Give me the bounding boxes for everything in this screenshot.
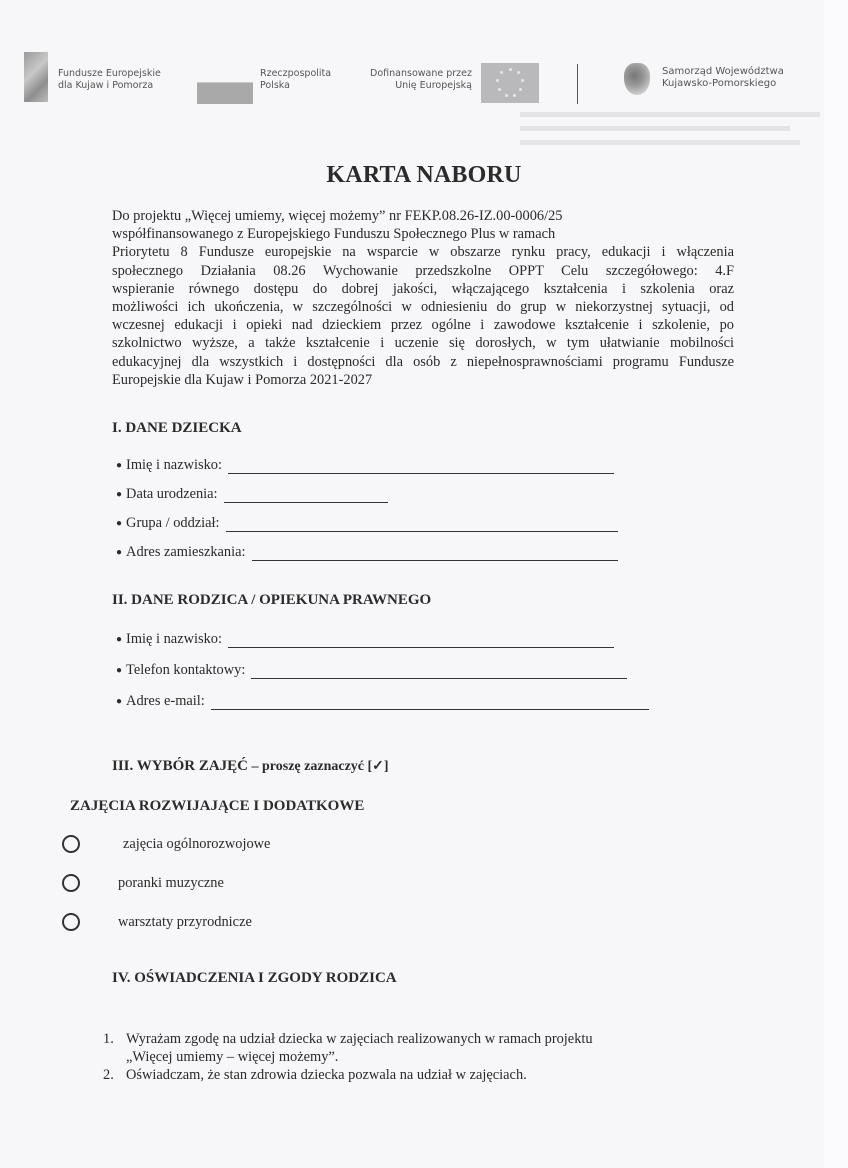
child-birthdate-field bbox=[116, 486, 388, 503]
region-crest-icon bbox=[624, 63, 650, 95]
child-address-input[interactable] bbox=[252, 544, 618, 561]
parent-email-field bbox=[116, 693, 649, 710]
logo-bar bbox=[0, 0, 848, 120]
field-label: Grupa / oddział: bbox=[126, 515, 220, 531]
intro-line: szkolnictwo wyższe, a także kształcenie i uczenie się dorosłych, w tym ułatwianie mobilności bbox=[112, 335, 734, 352]
section-parent-heading: II. DANE RODZICA / OPIEKUNA PRAWNEGO bbox=[112, 592, 432, 608]
field-label: Adres e-mail: bbox=[126, 693, 205, 709]
field-label: Imię i nazwisko: bbox=[126, 457, 222, 473]
logo-eu-text bbox=[348, 68, 472, 92]
radio-circle-icon[interactable] bbox=[62, 835, 80, 853]
bullet-icon: ● bbox=[116, 489, 123, 500]
intro-line: wspieranie równego dostępu do dobrej jakości, włączającego kształcenia i szkolenia oraz bbox=[112, 280, 734, 297]
radio-circle-icon[interactable] bbox=[62, 913, 80, 931]
activity-option[interactable] bbox=[62, 835, 270, 853]
parent-name-field bbox=[116, 631, 614, 648]
consent-item bbox=[103, 1030, 703, 1066]
consent-text: Wyrażam zgodę na udział dziecka w zajęciach realizowanych w ramach projektu bbox=[126, 1031, 593, 1047]
activity-option[interactable] bbox=[62, 874, 224, 892]
bullet-icon: ● bbox=[116, 518, 123, 529]
child-birthdate-input[interactable] bbox=[224, 486, 388, 503]
bullet-icon: ● bbox=[116, 665, 123, 676]
logo-region-text bbox=[662, 66, 784, 90]
intro-line: możliwości ich ukończenia, w szczególności w odniesieniu do grup w niekorzystnej sytuacji, od bbox=[112, 299, 734, 316]
parent-email-input[interactable] bbox=[211, 693, 649, 710]
logo-fe-line2: dla Kujaw i Pomorza bbox=[58, 80, 154, 91]
parent-name-input[interactable] bbox=[228, 631, 614, 648]
logo-eu-line2: Unię Europejską bbox=[395, 80, 472, 91]
intro-line: społecznego Działania 08.26 Wychowanie przedszkolne OPPT Celu szczegółowego: 4.F bbox=[112, 262, 734, 279]
parent-phone-field bbox=[116, 662, 627, 679]
consent-number: 1. bbox=[103, 1031, 114, 1047]
polish-flag-icon bbox=[197, 82, 253, 104]
section-consents-heading: IV. OŚWIADCZENIA I ZGODY RODZICA bbox=[112, 970, 397, 986]
activities-group-heading: ZAJĘCIA ROZWIJAJĄCE I DODATKOWE bbox=[70, 798, 365, 814]
field-label: Telefon kontaktowy: bbox=[126, 662, 246, 678]
activity-option-label: warsztaty przyrodnicze bbox=[118, 913, 252, 930]
logo-rp-line2: Polska bbox=[260, 80, 290, 91]
logo-rp-line1: Rzeczpospolita bbox=[260, 68, 332, 79]
intro-line: Priorytetu 8 Fundusze europejskie na wsparcie w obszarze rynku pracy, edukacji i włączenia bbox=[112, 244, 734, 261]
logo-divider bbox=[577, 64, 578, 104]
consent-text: Oświadczam, że stan zdrowia dziecka pozwala na udział w zajęciach. bbox=[126, 1067, 527, 1083]
bullet-icon: ● bbox=[116, 460, 123, 471]
parent-phone-input[interactable] bbox=[251, 662, 627, 679]
radio-circle-icon[interactable] bbox=[62, 874, 80, 892]
fundusze-europejskie-logo-icon bbox=[24, 52, 48, 102]
logo-region-line1: Samorząd Województwa bbox=[662, 66, 784, 77]
consent-item bbox=[103, 1066, 703, 1084]
section-activities-instruction: – proszę zaznaczyć [✓] bbox=[248, 759, 389, 774]
section-activities-title: III. WYBÓR ZAJĘĆ bbox=[112, 758, 249, 774]
logo-fe-text bbox=[58, 68, 161, 92]
child-group-field bbox=[116, 515, 618, 532]
field-label: Adres zamieszkania: bbox=[126, 544, 246, 560]
field-label: Data urodzenia: bbox=[126, 486, 218, 502]
child-name-field bbox=[116, 457, 614, 474]
activity-option[interactable] bbox=[62, 913, 252, 931]
consent-text: „Więcej umiemy – więcej możemy”. bbox=[126, 1049, 339, 1065]
activity-option-label: zajęcia ogólnorozwojowe bbox=[123, 835, 271, 852]
intro-line: edukacyjnej dla wszystkich i dostępności dla osób z niepełnosprawnościami programu Fundusze bbox=[112, 353, 734, 370]
consent-number: 2. bbox=[103, 1067, 114, 1083]
intro-paragraph bbox=[112, 207, 734, 389]
child-group-input[interactable] bbox=[226, 515, 618, 532]
logo-rp-text bbox=[260, 68, 331, 92]
logo-region-line2: Kujawsko-Pomorskiego bbox=[662, 78, 777, 89]
intro-line: Do projektu „Więcej umiemy, więcej możemy” nr FEKP.08.26-IZ.00-0006/25 bbox=[112, 208, 563, 224]
logo-fe-line1: Fundusze Europejskie bbox=[58, 68, 161, 79]
child-name-input[interactable] bbox=[228, 457, 614, 474]
intro-line: Europejskie dla Kujaw i Pomorza 2021-2027 bbox=[112, 371, 373, 388]
section-activities-heading bbox=[112, 758, 389, 775]
logo-eu-line1: Dofinansowane przez bbox=[370, 68, 472, 79]
eu-flag-icon bbox=[481, 63, 539, 103]
bullet-icon: ● bbox=[116, 547, 123, 558]
child-address-field bbox=[116, 544, 618, 561]
intro-line: wczesnej edukacji i opieki nad dzieckiem przez ogólne i zawodowe kształcenie i szkolenie, po bbox=[112, 317, 734, 334]
section-child-heading: I. DANE DZIECKA bbox=[112, 420, 242, 436]
activity-option-label: poranki muzyczne bbox=[118, 874, 224, 891]
bullet-icon: ● bbox=[116, 696, 123, 707]
page-title: KARTA NABORU bbox=[326, 162, 522, 188]
intro-line: współfinansowanego z Europejskiego Funduszu Społecznego Plus w ramach bbox=[112, 226, 556, 243]
bullet-icon: ● bbox=[116, 634, 123, 645]
field-label: Imię i nazwisko: bbox=[126, 631, 222, 647]
consents-list bbox=[103, 1030, 703, 1084]
